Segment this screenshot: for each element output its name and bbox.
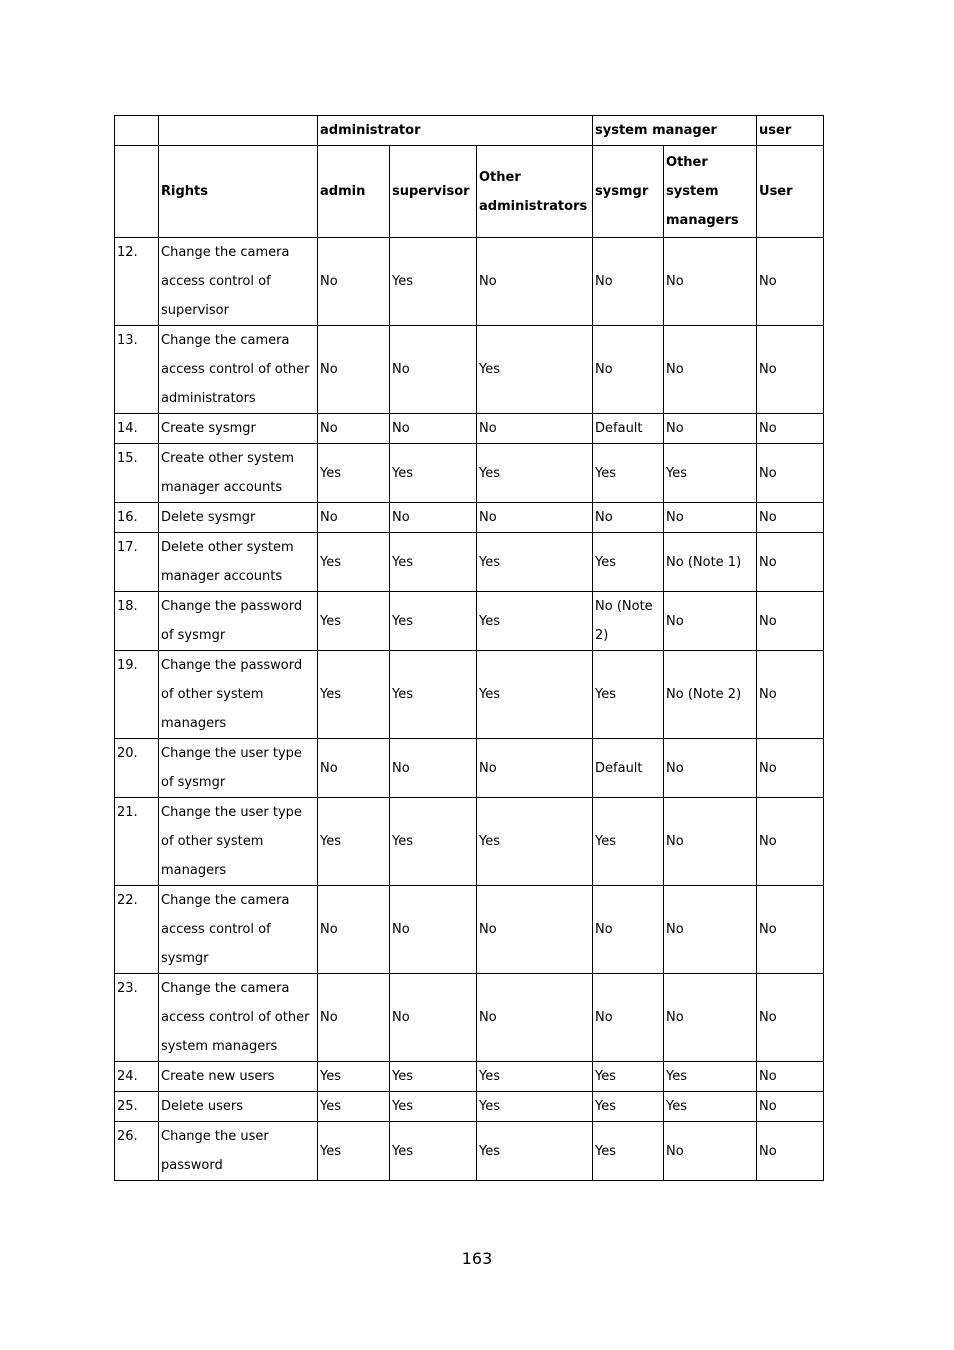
row-number: 24. (115, 1062, 159, 1092)
permission-cell: Yes (593, 533, 664, 592)
permission-cell: Default (593, 414, 664, 444)
permission-cell: No (318, 886, 390, 974)
row-number: 23. (115, 974, 159, 1062)
col-other-system-managers: Other system managers (664, 146, 757, 238)
permission-cell: No (318, 974, 390, 1062)
permission-cell: Yes (477, 1092, 593, 1122)
permission-cell: No (757, 1092, 824, 1122)
row-number: 19. (115, 651, 159, 739)
permission-cell: No (664, 326, 757, 414)
blank-cell (115, 146, 159, 238)
table-row (115, 739, 824, 798)
permission-cell: Yes (477, 326, 593, 414)
permission-cell: Yes (390, 651, 477, 739)
row-number: 25. (115, 1092, 159, 1122)
permission-cell: Yes (318, 1122, 390, 1181)
permission-cell: No (477, 886, 593, 974)
permission-cell: No (Note 1) (664, 533, 757, 592)
permission-cell: No (757, 739, 824, 798)
table-row (115, 503, 824, 533)
blank-cell (115, 116, 159, 146)
rights-table (114, 115, 824, 1181)
permission-cell: No (390, 739, 477, 798)
permission-cell: No (757, 798, 824, 886)
table-row (115, 974, 824, 1062)
permission-cell: No (318, 238, 390, 326)
table-row (115, 326, 824, 414)
row-number: 21. (115, 798, 159, 886)
right-description: Change the user type of sysmgr (159, 739, 318, 798)
right-description: Delete sysmgr (159, 503, 318, 533)
permission-cell: Yes (318, 1092, 390, 1122)
permission-cell: Yes (390, 592, 477, 651)
table-row (115, 592, 824, 651)
table-row (115, 533, 824, 592)
right-description: Change the camera access control of supervisor (159, 238, 318, 326)
permission-cell: No (757, 503, 824, 533)
permission-cell: Yes (477, 1122, 593, 1181)
permission-cell: No (477, 238, 593, 326)
permission-cell: No (757, 238, 824, 326)
blank-cell (159, 116, 318, 146)
permission-cell: No (664, 592, 757, 651)
table-row (115, 1092, 824, 1122)
permission-cell: No (593, 326, 664, 414)
table-row (115, 798, 824, 886)
right-description: Change the password of other system managers (159, 651, 318, 739)
permission-cell: No (757, 1062, 824, 1092)
right-description: Create new users (159, 1062, 318, 1092)
permission-cell: No (757, 533, 824, 592)
permission-cell: No (593, 503, 664, 533)
permission-cell: No (757, 444, 824, 503)
permission-cell: No (757, 974, 824, 1062)
permission-cell: No (477, 739, 593, 798)
permission-cell: Yes (390, 1122, 477, 1181)
permission-cell: Yes (390, 1092, 477, 1122)
row-number: 18. (115, 592, 159, 651)
permission-cell: Yes (477, 1062, 593, 1092)
permission-cell: No (757, 886, 824, 974)
table-row (115, 1122, 824, 1181)
permission-cell: No (757, 1122, 824, 1181)
permission-cell: Yes (318, 533, 390, 592)
permission-cell: Yes (664, 1062, 757, 1092)
col-other-administrators: Other administrators (477, 146, 593, 238)
permission-cell: Yes (664, 444, 757, 503)
right-description: Change the password of sysmgr (159, 592, 318, 651)
right-description: Delete users (159, 1092, 318, 1122)
col-sysmgr: sysmgr (593, 146, 664, 238)
permission-cell: Yes (318, 444, 390, 503)
permission-cell: Yes (477, 798, 593, 886)
table-row (115, 414, 824, 444)
permission-cell: No (390, 414, 477, 444)
permission-cell: Yes (664, 1092, 757, 1122)
row-number: 17. (115, 533, 159, 592)
permission-cell: Yes (593, 798, 664, 886)
permission-cell: No (318, 326, 390, 414)
row-number: 26. (115, 1122, 159, 1181)
row-number: 16. (115, 503, 159, 533)
permission-cell: Yes (477, 533, 593, 592)
permission-cell: No (477, 974, 593, 1062)
row-number: 20. (115, 739, 159, 798)
col-admin: admin (318, 146, 390, 238)
permission-cell: Yes (390, 238, 477, 326)
permission-cell: Default (593, 739, 664, 798)
permission-cell: No (Note 2) (593, 592, 664, 651)
group-header-row (115, 116, 824, 146)
permission-cell: No (477, 414, 593, 444)
right-description: Change the camera access control of other administrators (159, 326, 318, 414)
permission-cell: No (318, 503, 390, 533)
permission-cell: No (757, 651, 824, 739)
permission-cell: No (390, 503, 477, 533)
permission-cell: Yes (477, 651, 593, 739)
permission-cell: No (593, 238, 664, 326)
permission-cell: Yes (477, 444, 593, 503)
row-number: 14. (115, 414, 159, 444)
permission-cell: Yes (390, 444, 477, 503)
table-row (115, 238, 824, 326)
permission-cell: Yes (593, 1062, 664, 1092)
permission-cell: No (757, 326, 824, 414)
right-description: Change the camera access control of other system managers (159, 974, 318, 1062)
permission-cell: No (390, 326, 477, 414)
row-number: 22. (115, 886, 159, 974)
permission-cell: Yes (593, 444, 664, 503)
permission-cell: Yes (318, 1062, 390, 1092)
col-rights: Rights (159, 146, 318, 238)
right-description: Change the user type of other system managers (159, 798, 318, 886)
table-row (115, 1062, 824, 1092)
page-number: 163 (461, 1249, 493, 1268)
permission-cell: Yes (593, 1092, 664, 1122)
permission-cell: No (593, 974, 664, 1062)
permission-cell: No (664, 886, 757, 974)
table-row (115, 651, 824, 739)
permission-cell: Yes (318, 798, 390, 886)
right-description: Change the camera access control of sysmgr (159, 886, 318, 974)
table-row (115, 886, 824, 974)
row-number: 13. (115, 326, 159, 414)
permission-cell: Yes (390, 1062, 477, 1092)
permission-cell: Yes (593, 1122, 664, 1181)
permission-cell: No (664, 414, 757, 444)
permission-cell: No (318, 414, 390, 444)
table-row (115, 444, 824, 503)
permission-cell: No (664, 1122, 757, 1181)
permission-cell: No (664, 739, 757, 798)
permission-cell: Yes (390, 798, 477, 886)
permission-cell: Yes (390, 533, 477, 592)
permission-cell: No (664, 798, 757, 886)
permission-cell: No (593, 886, 664, 974)
permission-cell: No (664, 974, 757, 1062)
permission-cell: Yes (318, 592, 390, 651)
group-system-manager: system manager (593, 116, 757, 146)
permission-cell: No (Note 2) (664, 651, 757, 739)
group-user: user (757, 116, 824, 146)
right-description: Create sysmgr (159, 414, 318, 444)
row-number: 12. (115, 238, 159, 326)
col-supervisor: supervisor (390, 146, 477, 238)
permission-cell: No (477, 503, 593, 533)
permission-cell: No (390, 974, 477, 1062)
permission-cell: No (757, 592, 824, 651)
permission-cell: Yes (477, 592, 593, 651)
column-header-row (115, 146, 824, 238)
permission-cell: No (390, 886, 477, 974)
permission-cell: Yes (593, 651, 664, 739)
permission-cell: No (757, 414, 824, 444)
right-description: Change the user password (159, 1122, 318, 1181)
permission-cell: No (664, 503, 757, 533)
row-number: 15. (115, 444, 159, 503)
group-administrator: administrator (318, 116, 593, 146)
permission-cell: No (318, 739, 390, 798)
permission-cell: Yes (318, 651, 390, 739)
col-user: User (757, 146, 824, 238)
right-description: Delete other system manager accounts (159, 533, 318, 592)
permission-cell: No (664, 238, 757, 326)
right-description: Create other system manager accounts (159, 444, 318, 503)
